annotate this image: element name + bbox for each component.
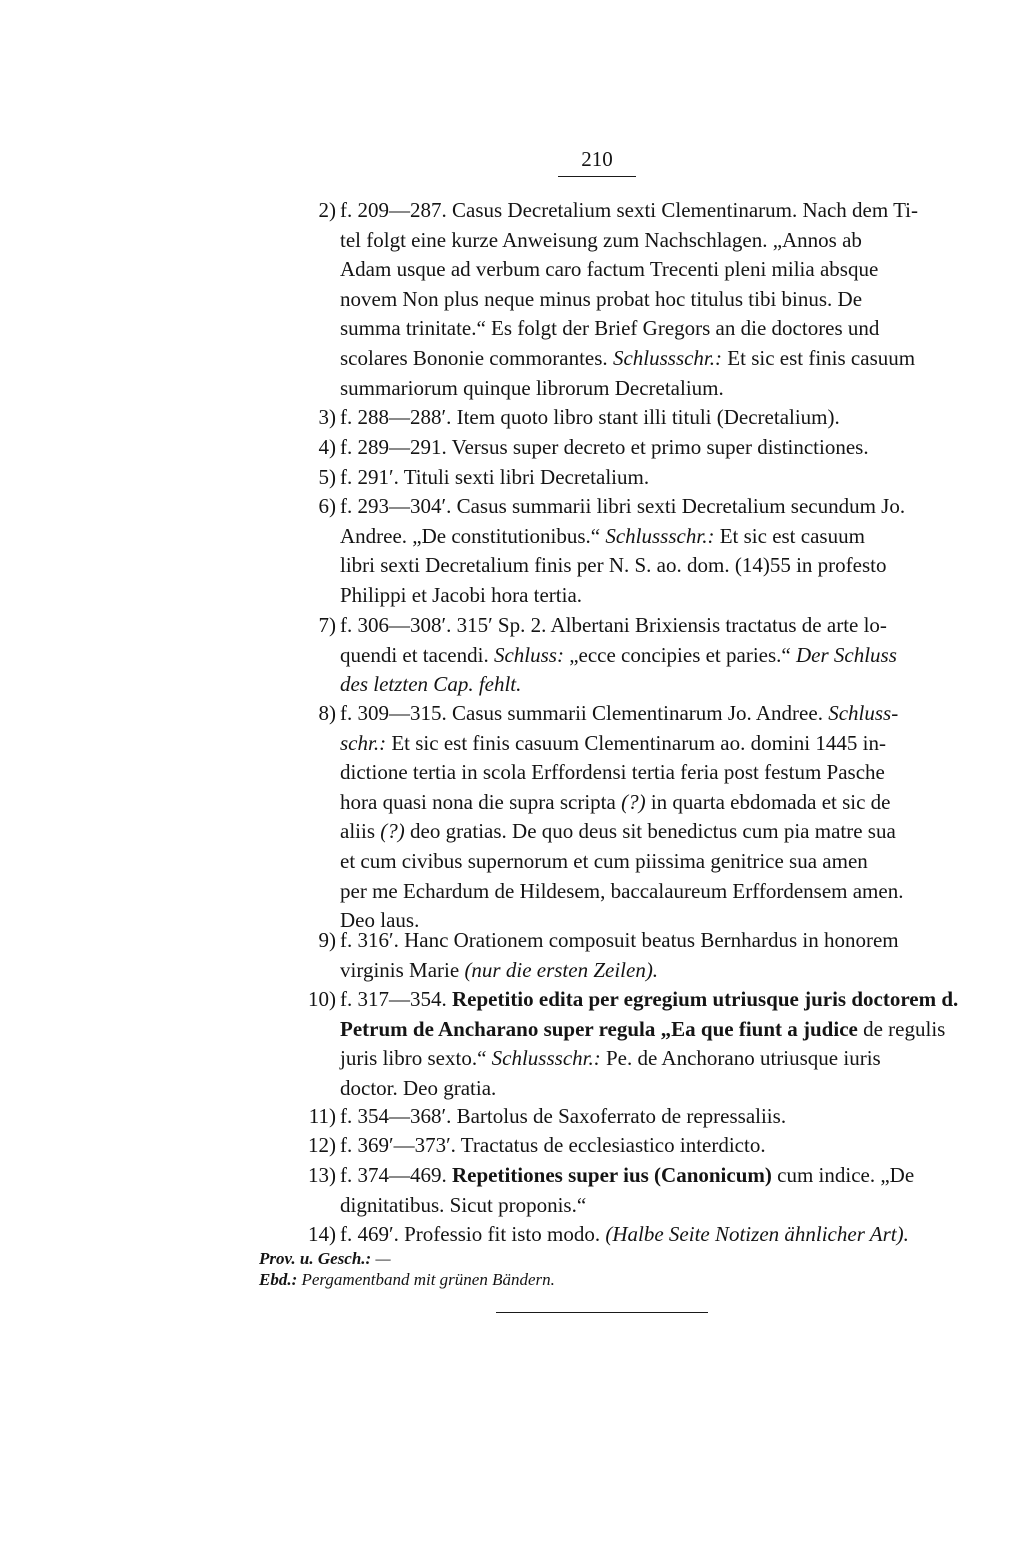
entry-number: 12) xyxy=(308,1133,336,1157)
entry-line: Andree. „De constitutionibus.“ Schlussschr.: Et sic est casuum xyxy=(340,523,865,548)
entry-line: Adam usque ad verbum caro factum Trecenti pleni milia absque xyxy=(340,257,879,282)
entry-line: f. 369′—373′. Tractatus de ecclesiastico interdicto. xyxy=(340,1133,766,1157)
entry-number: 4) xyxy=(318,435,336,459)
entry-line: summa trinitate.“ Es folgt der Brief Gregors an die doctores und xyxy=(340,316,880,341)
entry-line: f. 306—308′. 315′ Sp. 2. Albertani Brixiensis tractatus de arte lo- xyxy=(340,613,887,637)
entry-line: scolares Bononie commorantes. Schlussschr.: Et sic est finis casuum xyxy=(340,345,916,370)
entry-number: 6) xyxy=(318,494,336,518)
schlussschr-label: Schlussschr.: xyxy=(605,523,715,548)
entry-line: virginis Marie (nur die ersten Zeilen). xyxy=(340,957,659,982)
entry-number: 10) xyxy=(308,987,336,1011)
entry-number: 14) xyxy=(308,1222,336,1246)
entry-2 xyxy=(250,196,960,403)
entry-line: f. 291′. Tituli sexti libri Decretalium. xyxy=(340,465,650,489)
entry-line: f. 317—354. Repetitio edita per egregium utriusque juris doctorem d. xyxy=(340,987,959,1011)
entry-line: doctor. Deo gratia. xyxy=(340,1075,497,1100)
entry-line: et cum civibus supernorum et cum piissima genitrice sua amen xyxy=(340,848,868,873)
entry-9 xyxy=(250,926,960,985)
entry-line: juris libro sexto.“ Schlussschr.: Pe. de Anchorano utriusque iuris xyxy=(340,1046,881,1071)
entry-number: 5) xyxy=(318,465,336,489)
entry-5 xyxy=(250,463,960,493)
ebd-value: Pergamentband mit grünen Bändern. xyxy=(301,1270,555,1289)
entry-line: summariorum quinque librorum Decretalium. xyxy=(340,375,724,400)
entry-line: f. 289—291. Versus super decreto et primo super distinctiones. xyxy=(340,435,869,459)
entry-number: 13) xyxy=(308,1163,336,1187)
entry-number: 9) xyxy=(318,928,336,952)
footer-binding xyxy=(259,1270,555,1290)
entry-line: quendi et tacendi. Schluss: „ecce concipies et paries.“ Der Schluss xyxy=(340,642,897,667)
schlussschr-label: Schluss- xyxy=(828,701,899,725)
prov-value: — xyxy=(375,1249,391,1268)
entry-line: per me Echardum de Hildesem, baccalaureum Erffordensem amen. xyxy=(340,878,904,903)
entry-6 xyxy=(250,492,960,610)
entry-3 xyxy=(250,403,960,433)
footer-provenance xyxy=(259,1249,391,1269)
entry-7 xyxy=(250,611,960,700)
schlussschr-label: Schlussschr.: xyxy=(491,1046,601,1071)
entry-number: 11) xyxy=(308,1104,336,1128)
entry-line: f. 316′. Hanc Orationem composuit beatus Bernhardus in honorem xyxy=(340,928,899,952)
schlussschr-label: Schlussschr.: xyxy=(612,345,723,370)
entry-line: hora quasi nona die supra scripta (?) in quarta ebdomada et sic de xyxy=(340,789,891,814)
entry-10 xyxy=(250,985,960,1103)
schluss-label: Schluss: xyxy=(493,642,564,667)
entry-number: 2) xyxy=(318,198,336,222)
entry-number: 3) xyxy=(318,405,336,429)
entry-line: dignitatibus. Sicut proponis.“ xyxy=(340,1192,587,1217)
entry-line: libri sexti Decretalium finis per N. S. ao. dom. (14)55 in profesto xyxy=(340,553,887,578)
entry-line: f. 309—315. Casus summarii Clementinarum Jo. Andree. Schluss- xyxy=(340,701,899,725)
entry-line: schr.: Et sic est finis casuum Clementinarum ao. domini 1445 in- xyxy=(340,730,886,755)
header-rule xyxy=(558,176,636,177)
entry-line: novem Non plus neque minus probat hoc titulus tibi binus. De xyxy=(340,286,863,311)
entry-line: Philippi et Jacobi hora tertia. xyxy=(340,582,583,607)
entry-line: f. 374—469. Repetitiones super ius (Canonicum) cum indice. „De xyxy=(340,1163,915,1187)
ebd-label: Ebd.: xyxy=(259,1270,298,1289)
entry-line: tel folgt eine kurze Anweisung zum Nachschlagen. „Annos ab xyxy=(340,227,862,252)
entry-line: f. 288—288′. Item quoto libro stant illi tituli (Decretalium). xyxy=(340,405,840,429)
entry-line: Deo laus. xyxy=(340,908,420,933)
entry-line: Petrum de Ancharano super regula „Ea que fiunt a judice de regulis xyxy=(340,1016,946,1041)
entry-number: 8) xyxy=(318,701,336,725)
entry-line: des letzten Cap. fehlt. xyxy=(340,672,522,697)
entry-line: aliis (?) deo gratias. De quo deus sit benedictus cum pia matre sua xyxy=(340,819,896,844)
entry-line: f. 469′. Professio fit isto modo. (Halbe Seite Notizen ähnlicher Art). xyxy=(340,1222,909,1246)
prov-label: Prov. u. Gesch.: xyxy=(259,1249,372,1268)
entry-line: dictione tertia in scola Erffordensi tertia feria post festum Pasche xyxy=(340,760,885,785)
entry-line: f. 293—304′. Casus summarii libri sexti Decretalium secundum Jo. xyxy=(340,494,906,518)
entry-14 xyxy=(250,1220,960,1250)
entry-13 xyxy=(250,1161,960,1220)
entry-8 xyxy=(250,699,960,936)
entry-12 xyxy=(250,1131,960,1161)
entry-number: 7) xyxy=(318,613,336,637)
end-rule xyxy=(496,1312,708,1313)
page-number: 210 xyxy=(581,147,613,171)
entry-line: f. 209—287. Casus Decretalium sexti Clementinarum. Nach dem Ti- xyxy=(340,198,918,222)
entry-11 xyxy=(250,1102,960,1132)
entry-line: f. 354—368′. Bartolus de Saxoferrato de repressaliis. xyxy=(340,1104,787,1128)
entry-4 xyxy=(250,433,960,463)
